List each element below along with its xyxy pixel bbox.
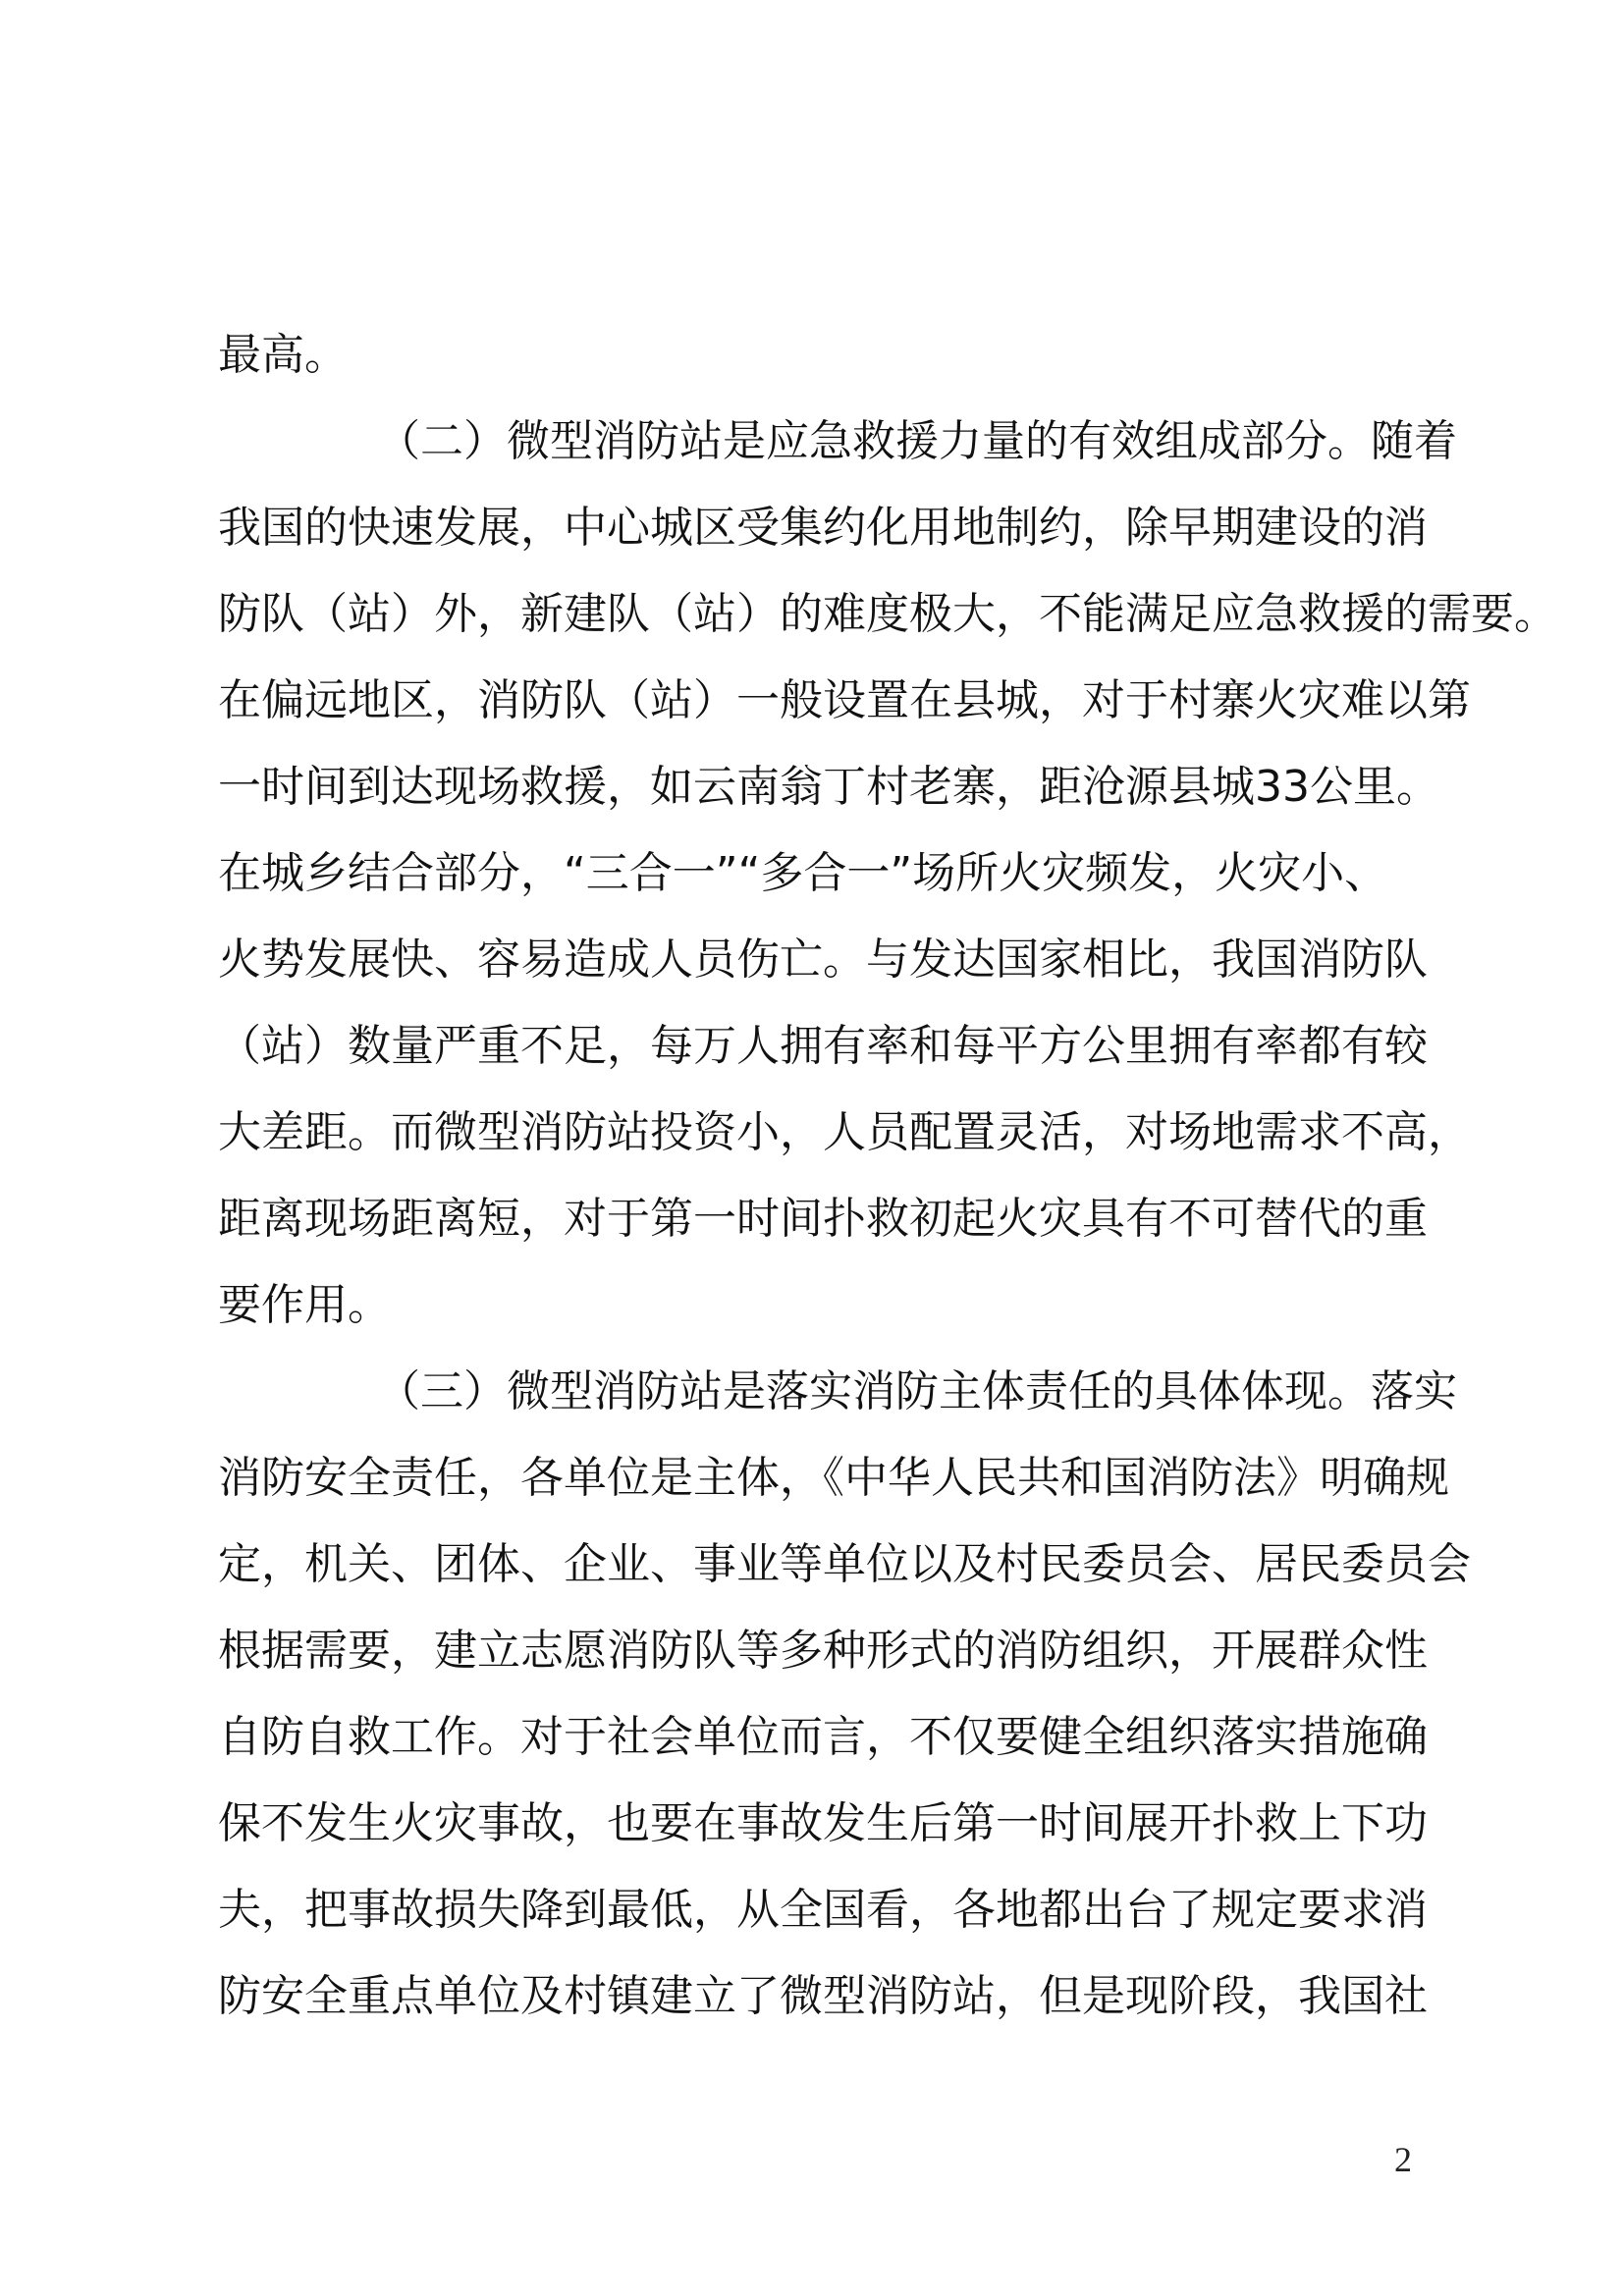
section-heading-3: （三）微型消防站是落实消防主体责任的具体体现。落实 [377, 1366, 1457, 1416]
text-line: 我国的快速发展，中心城区受集约化用地制约，除早期建设的消 [218, 503, 1428, 553]
page-number: 2 [1394, 2140, 1412, 2179]
section-heading-2: （二）微型消防站是应急救援力量的有效组成部分。随着 [377, 416, 1457, 466]
text-line: 消防安全责任，各单位是主体，《中华人民共和国消防法》明确规 [218, 1453, 1449, 1503]
text-line: 根据需要，建立志愿消防队等多种形式的消防组织，开展群众性 [218, 1626, 1428, 1676]
text-line: 防安全重点单位及村镇建立了微型消防站，但是现阶段，我国社 [218, 1971, 1428, 2021]
text-line: 一时间到达现场救援，如云南翁丁村老寨，距沧源县城33公里。 [218, 762, 1439, 812]
text-line: 保不发生火灾事故，也要在事故发生后第一时间展开扑救上下功 [218, 1798, 1428, 1848]
text-line: 在偏远地区，消防队（站）一般设置在县城，对于村寨火灾难以第 [218, 675, 1471, 725]
text-line: 大差距。而微型消防站投资小，人员配置灵活，对场地需求不高， [218, 1107, 1471, 1157]
text-line: 自防自救工作。对于社会单位而言，不仅要健全组织落实措施确 [218, 1712, 1428, 1762]
text-line: 火势发展快、容易造成人员伤亡。与发达国家相比，我国消防队 [218, 934, 1428, 985]
text-line: （站）数量严重不足，每万人拥有率和每平方公里拥有率都有较 [218, 1021, 1428, 1071]
text-line: 距离现场距离短，对于第一时间扑救初起火灾具有不可替代的重 [218, 1194, 1428, 1244]
text-line: 夫，把事故损失降到最低，从全国看，各地都出台了规定要求消 [218, 1885, 1428, 1935]
text-line: 在城乡结合部分，“三合一”“多合一”场所火灾频发，火灾小、 [218, 848, 1388, 898]
text-line: 定，机关、团体、企业、事业等单位以及村民委员会、居民委员会 [218, 1539, 1471, 1589]
text-line: 要作用。 [218, 1280, 391, 1330]
text-line: 最高。 [218, 330, 348, 380]
text-line: 防队（站）外，新建队（站）的难度极大，不能满足应急救援的需要。 [218, 589, 1557, 639]
